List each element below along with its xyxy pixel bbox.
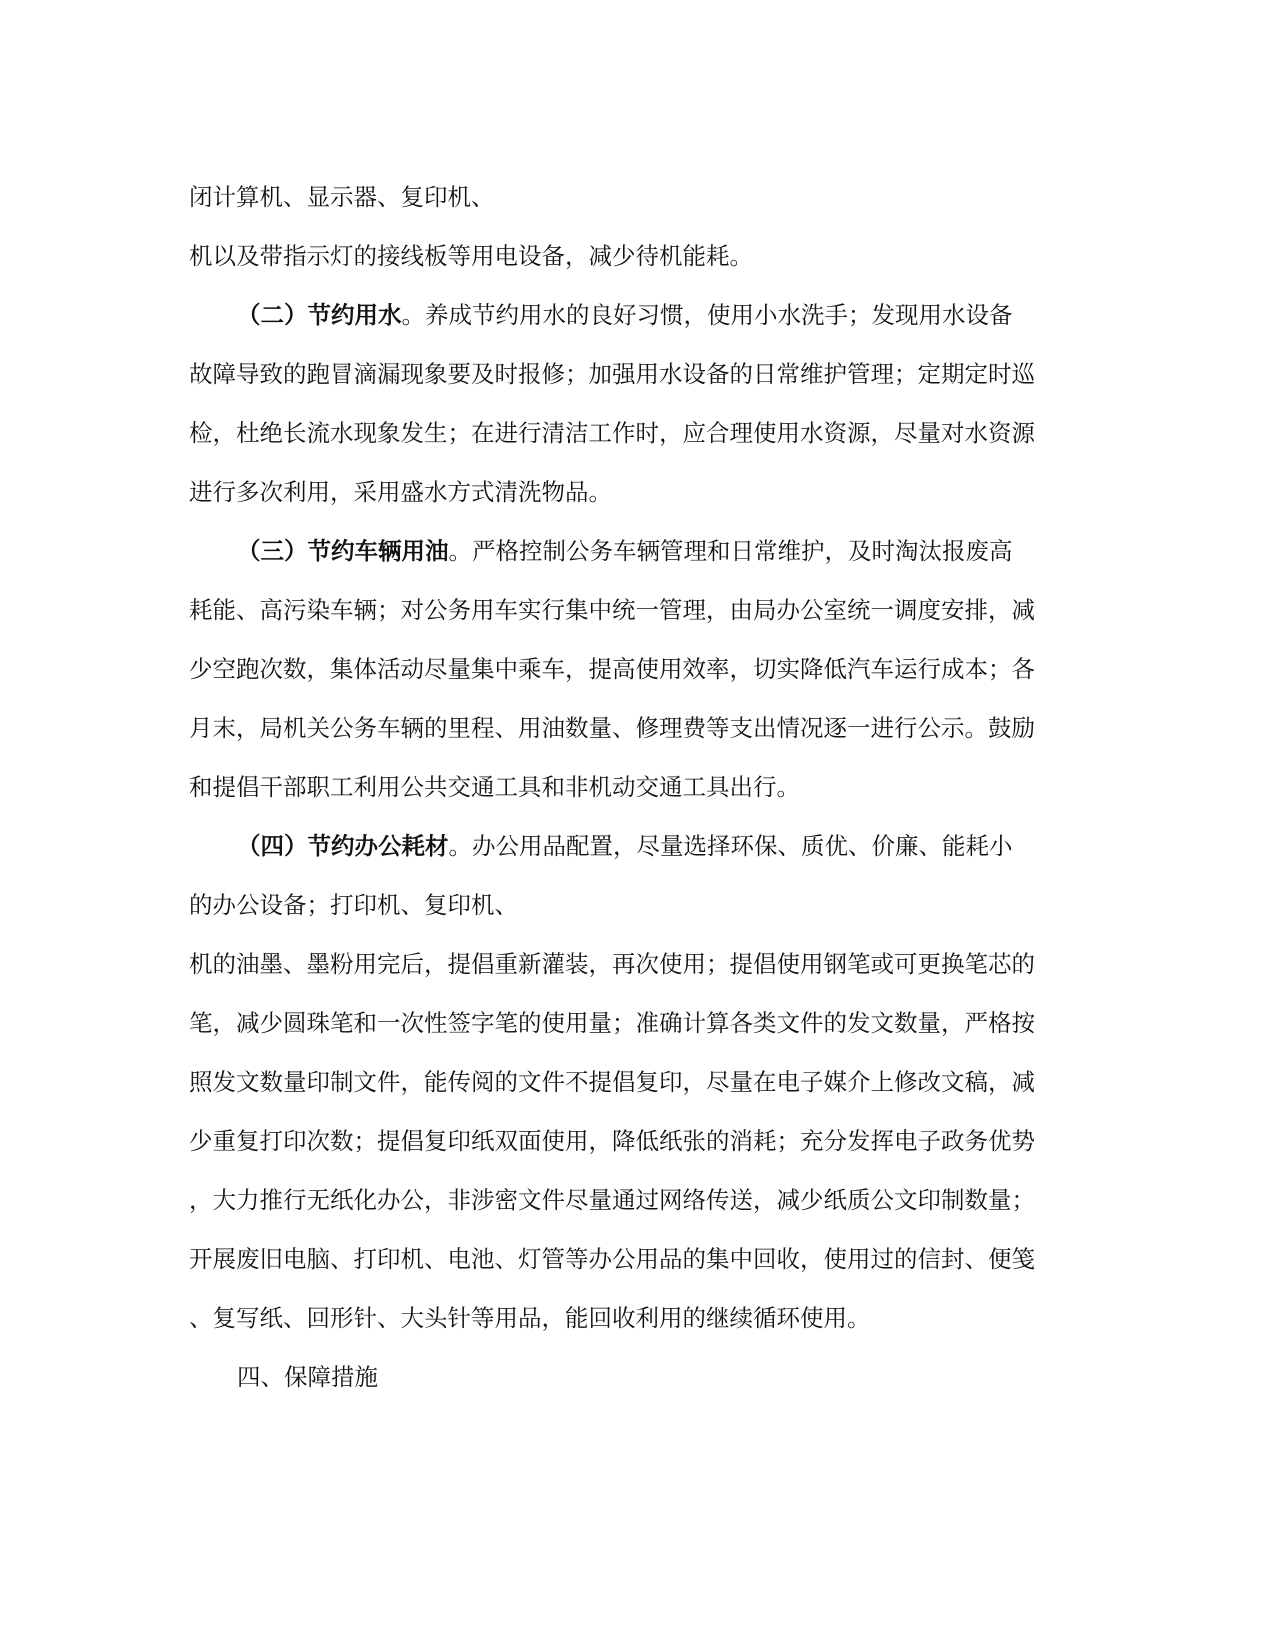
body-line bbox=[189, 1112, 1089, 1171]
body-line bbox=[189, 227, 1089, 286]
line-text: 闭计算机、显示器、复印机、 bbox=[189, 183, 495, 211]
line-text: 严格控制公务车辆管理和日常维护，及时淘汰报废高 bbox=[472, 537, 1013, 565]
section-vehicle bbox=[189, 522, 1089, 581]
section-heading-water: （二）节约用水 bbox=[237, 301, 402, 329]
body-line bbox=[189, 994, 1089, 1053]
section-office bbox=[189, 817, 1089, 876]
heading-period: 。 bbox=[448, 537, 472, 565]
line-text: 少空跑次数，集体活动尽量集中乘车，提高使用效率，切实降低汽车运行成本；各 bbox=[189, 655, 1035, 683]
line-text: 故障导致的跑冒滴漏现象要及时报修；加强用水设备的日常维护管理；定期定时巡 bbox=[189, 360, 1035, 388]
line-text: 的办公设备；打印机、复印机、 bbox=[189, 891, 518, 919]
section-water bbox=[189, 286, 1089, 345]
line-text: 月末，局机关公务车辆的里程、用油数量、修理费等支出情况逐一进行公示。鼓励 bbox=[189, 714, 1035, 742]
line-text: 办公用品配置，尽量选择环保、质优、价廉、能耗小 bbox=[472, 832, 1013, 860]
line-text: 机以及带指示灯的接线板等用电设备，减少待机能耗。 bbox=[189, 242, 753, 270]
line-text: 少重复打印次数；提倡复印纸双面使用，降低纸张的消耗；充分发挥电子政务优势 bbox=[189, 1127, 1035, 1155]
body-line bbox=[189, 168, 1089, 227]
body-line bbox=[189, 1289, 1089, 1348]
body-line bbox=[189, 1171, 1089, 1230]
heading-period: 。 bbox=[401, 301, 425, 329]
body-line bbox=[189, 758, 1089, 817]
line-text: 照发文数量印制文件，能传阅的文件不提倡复印，尽量在电子媒介上修改文稿，减 bbox=[189, 1068, 1035, 1096]
line-text: 笔，减少圆珠笔和一次性签字笔的使用量；准确计算各类文件的发文数量，严格按 bbox=[189, 1009, 1035, 1037]
body-line bbox=[189, 640, 1089, 699]
line-text: 耗能、高污染车辆；对公务用车实行集中统一管理，由局办公室统一调度安排，减 bbox=[189, 596, 1035, 624]
line-text: 机的油墨、墨粉用完后，提倡重新灌装，再次使用；提倡使用钢笔或可更换笔芯的 bbox=[189, 950, 1035, 978]
body-line bbox=[189, 935, 1089, 994]
body-line bbox=[189, 1053, 1089, 1112]
line-text: 开展废旧电脑、打印机、电池、灯管等办公用品的集中回收，使用过的信封、便笺 bbox=[189, 1245, 1035, 1273]
body-line bbox=[189, 699, 1089, 758]
line-text: 四、保障措施 bbox=[237, 1363, 378, 1391]
section-heading-office: （四）节约办公耗材 bbox=[237, 832, 449, 860]
section-heading-safeguards bbox=[189, 1348, 1089, 1407]
line-text: 、复写纸、回形针、大头针等用品，能回收利用的继续循环使用。 bbox=[189, 1304, 871, 1332]
body-line bbox=[189, 404, 1089, 463]
body-line bbox=[189, 1230, 1089, 1289]
line-text: 和提倡干部职工利用公共交通工具和非机动交通工具出行。 bbox=[189, 773, 800, 801]
heading-period: 。 bbox=[448, 832, 472, 860]
section-heading-vehicle: （三）节约车辆用油 bbox=[237, 537, 449, 565]
body-line bbox=[189, 463, 1089, 522]
line-text: 养成节约用水的良好习惯，使用小水洗手；发现用水设备 bbox=[425, 301, 1013, 329]
body-line bbox=[189, 345, 1089, 404]
line-text: 检，杜绝长流水现象发生；在进行清洁工作时，应合理使用水资源，尽量对水资源 bbox=[189, 419, 1035, 447]
document-body bbox=[189, 168, 1089, 1407]
line-text: 进行多次利用，采用盛水方式清洗物品。 bbox=[189, 478, 612, 506]
body-line bbox=[189, 581, 1089, 640]
body-line bbox=[189, 876, 1089, 935]
line-text: ，大力推行无纸化办公，非涉密文件尽量通过网络传送，减少纸质公文印制数量； bbox=[189, 1186, 1035, 1214]
